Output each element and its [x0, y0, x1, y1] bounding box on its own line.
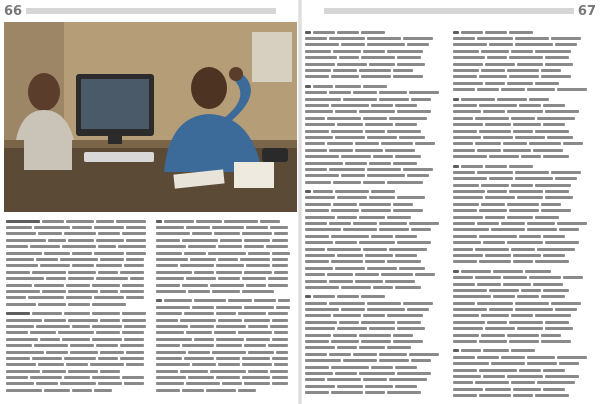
right-page: [301, 0, 600, 404]
header-rule: [26, 8, 276, 14]
left-page: [0, 0, 299, 404]
right-page-number: 67: [577, 3, 596, 19]
right-page-header: [320, 2, 596, 20]
text-line: [453, 392, 595, 398]
text-line: [453, 153, 595, 159]
header-rule: [324, 8, 574, 14]
left-page-column-1: [6, 218, 148, 398]
text-line: [305, 74, 447, 80]
text-line: [453, 259, 595, 265]
text-line: [305, 284, 447, 290]
left-page-column-2: [156, 218, 294, 398]
right-page-column-1: [305, 26, 447, 398]
left-page-number: 66: [4, 3, 23, 19]
left-page-header: [4, 2, 280, 20]
text-line: [305, 179, 447, 185]
article-photo: [4, 22, 297, 212]
photo-two-men-at-computer-icon: [4, 22, 297, 212]
text-line: [305, 389, 447, 395]
text-line: [453, 87, 595, 93]
text-line: [453, 338, 595, 344]
right-page-column-2: [453, 26, 595, 398]
